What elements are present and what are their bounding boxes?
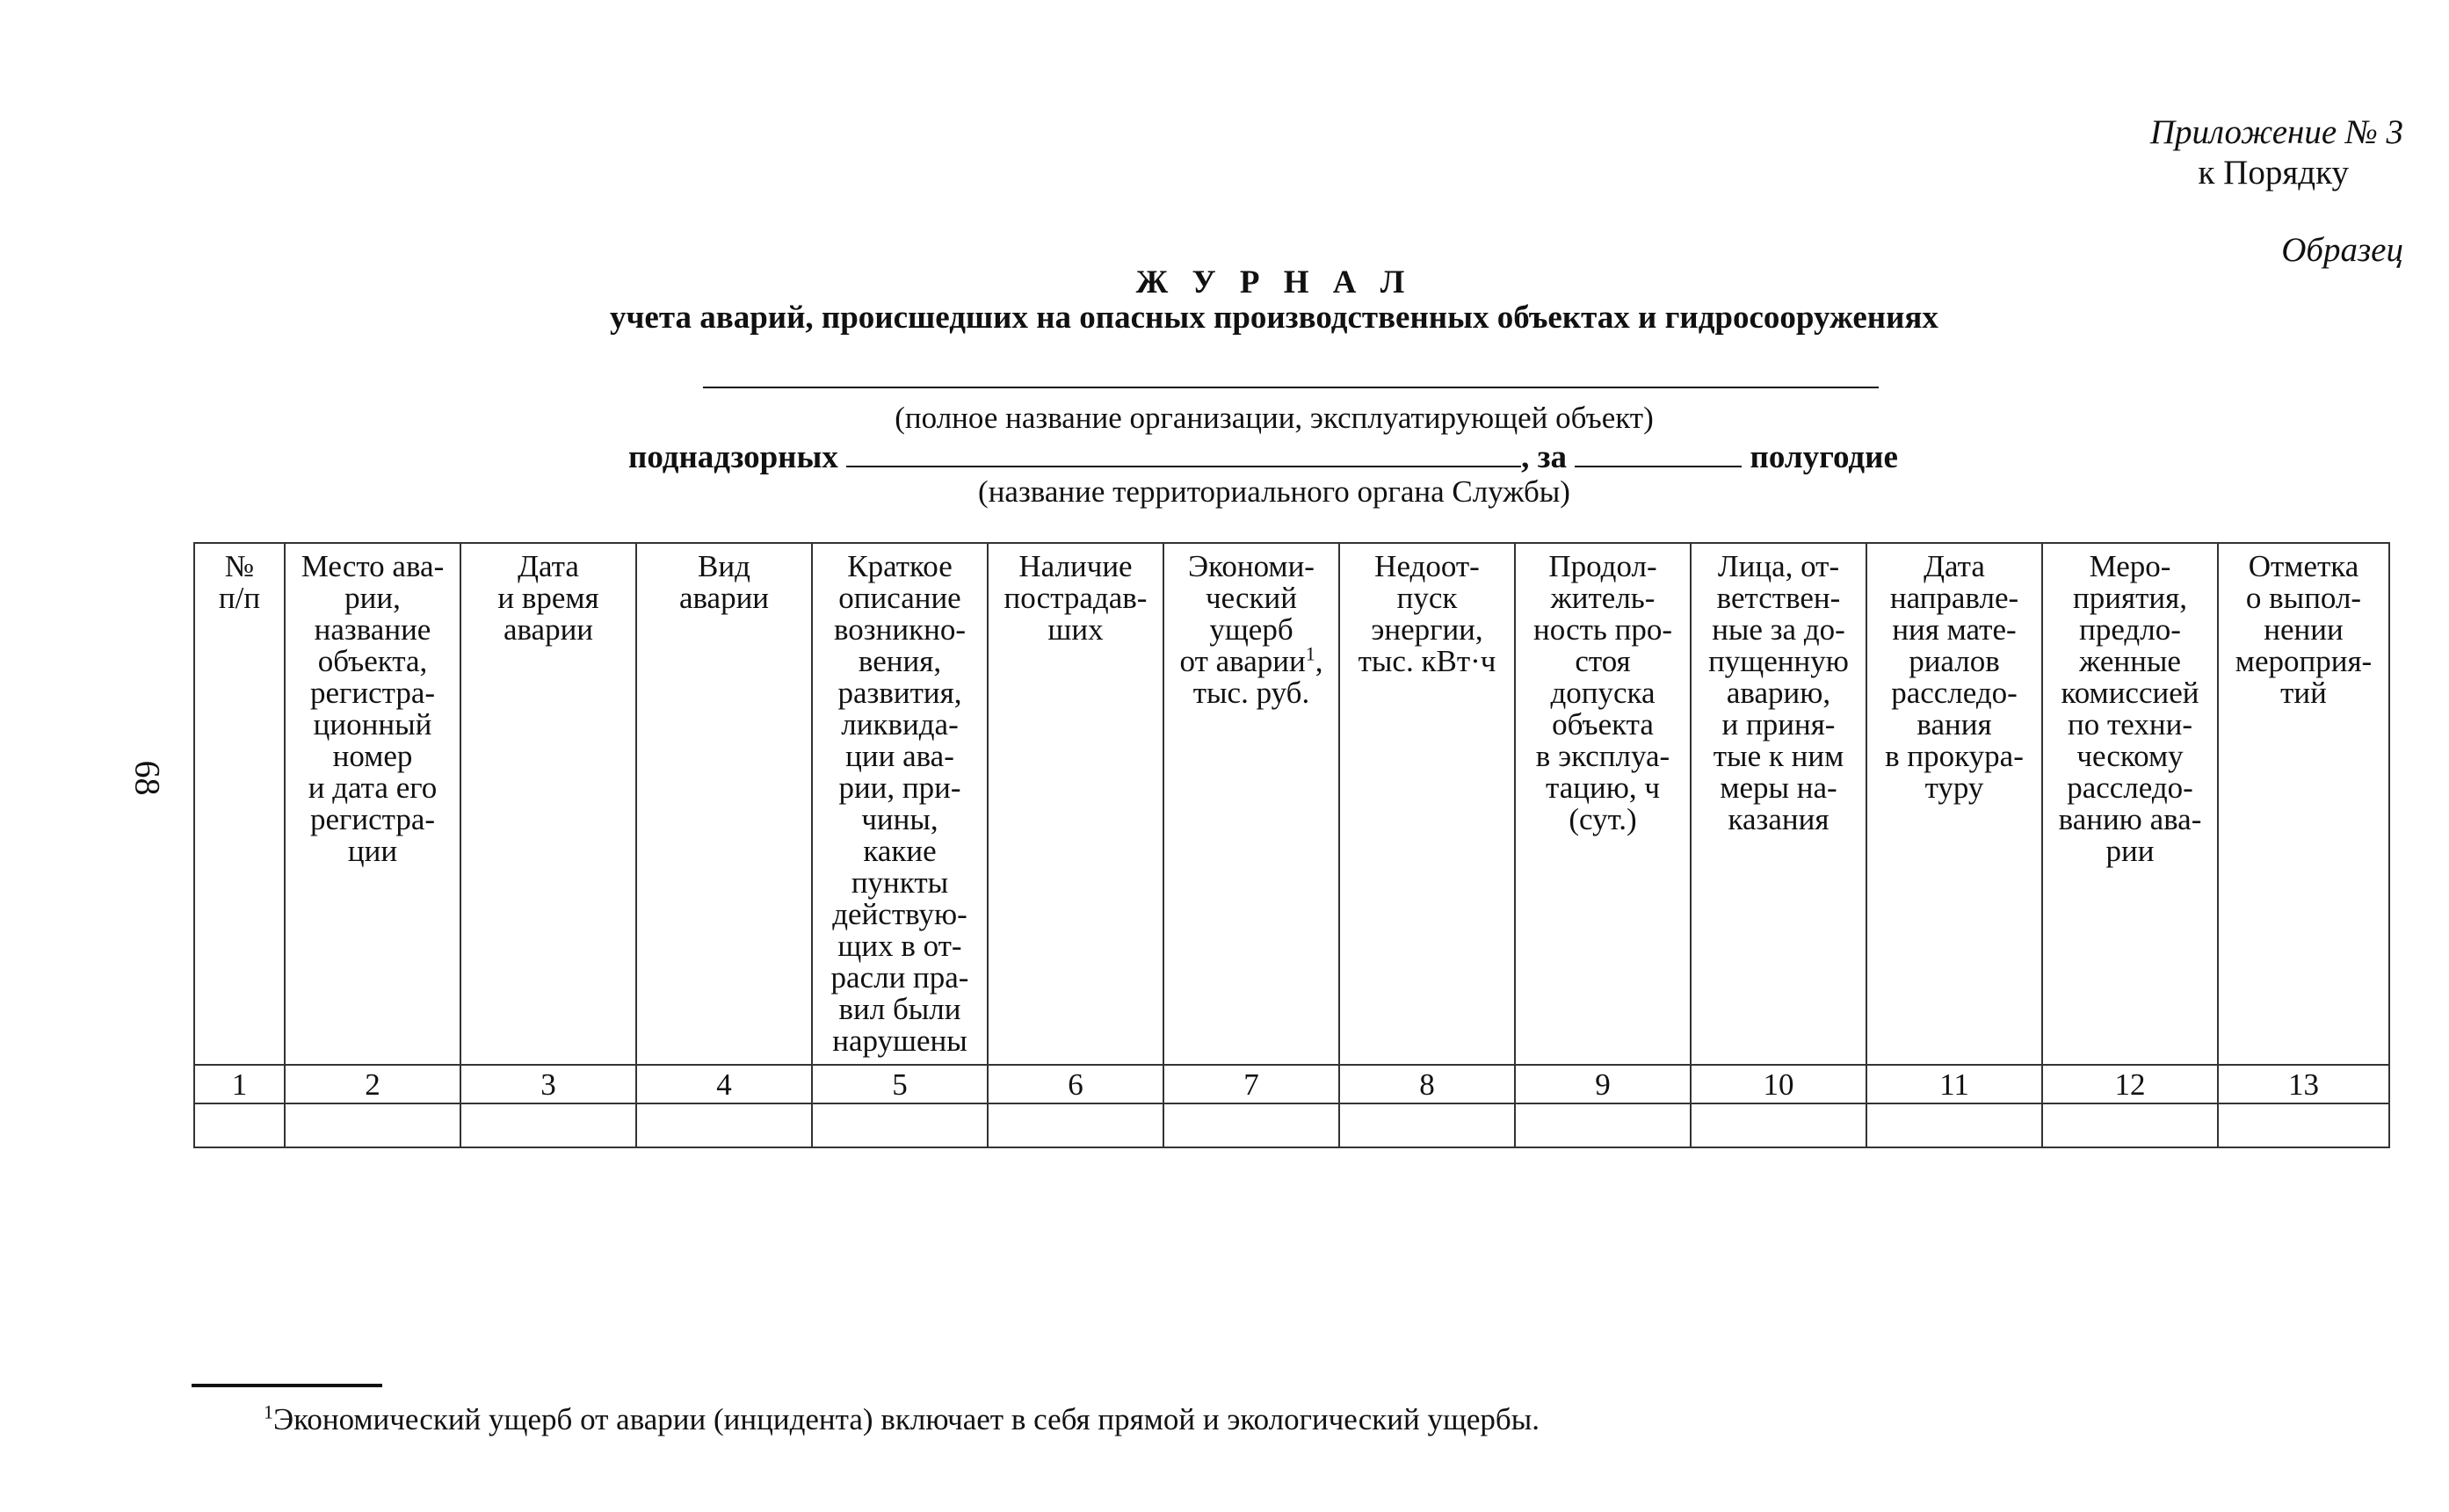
footnote-separator <box>192 1384 382 1387</box>
page-number: 68 <box>127 760 168 796</box>
appendix-subtitle: к Порядку <box>2198 154 2349 192</box>
column-number: 1 <box>194 1065 285 1103</box>
column-number: 8 <box>1339 1065 1515 1103</box>
half-year-label: полугодие <box>1742 439 1898 475</box>
journal-title: Ж У Р Н А Л <box>1135 264 1413 300</box>
footnote-marker: 1 <box>264 1400 273 1423</box>
empty-cell <box>1339 1103 1515 1147</box>
empty-cell <box>194 1103 285 1147</box>
column-number: 6 <box>988 1065 1163 1103</box>
column-number-row <box>194 1065 2389 1103</box>
header-cell-number: № п/п <box>194 543 285 1065</box>
header-cell-prosecutor-date: Дата направле- ния мате- риалов расследо- вания в прокура- туру <box>1866 543 2042 1065</box>
column-number: 11 <box>1866 1065 2042 1103</box>
footnote-text: Экономический ущерб от аварии (инцидента) включает в себя прямой и экологический ущербы. <box>273 1402 1540 1436</box>
empty-cell <box>636 1103 812 1147</box>
footnote-marker: 1 <box>1305 642 1315 665</box>
empty-cell <box>460 1103 636 1147</box>
header-cell-datetime: Дата и время аварии <box>460 543 636 1065</box>
journal-subtitle: учета аварий, происшедших на опасных производственных объектах и гидросооружениях <box>610 300 1938 336</box>
column-number: 13 <box>2218 1065 2389 1103</box>
table-header-row <box>194 543 2389 1065</box>
header-cell-description: Краткое описание возникно- вения, развития, ликвида- ции ава- рии, при- чины, какие пункты действую- щих в от- расли пра- вил были нарушены <box>812 543 988 1065</box>
half-year-blank <box>1575 438 1742 467</box>
accident-log-table <box>193 542 2390 1148</box>
column-number: 2 <box>285 1065 460 1103</box>
empty-cell <box>1515 1103 1691 1147</box>
empty-cell <box>2042 1103 2218 1147</box>
header-cell-energy-undersupply: Недоот- пуск энергии, тыс. кВт·ч <box>1339 543 1515 1065</box>
empty-cell <box>812 1103 988 1147</box>
footnote <box>264 1402 1540 1437</box>
appendix-number: Приложение № 3 <box>2149 113 2403 151</box>
header-cell-economic-damage: Экономи- ческий ущерб от аварии$^1$, тыс. руб. <box>1163 543 1339 1065</box>
column-number: 7 <box>1163 1065 1339 1103</box>
header-cell-location: Место ава- рии, название объекта, регистра- ционный номер и дата его регистра- ции <box>285 543 460 1065</box>
empty-cell <box>285 1103 460 1147</box>
header-cell-completion-mark: Отметка о выпол- нении мероприя- тий <box>2218 543 2389 1065</box>
empty-cell <box>1163 1103 1339 1147</box>
territorial-body-caption: (название территориального органа Службы) <box>978 474 1570 509</box>
column-number: 10 <box>1691 1065 1866 1103</box>
column-number: 4 <box>636 1065 812 1103</box>
period-label: , за <box>1521 439 1576 475</box>
empty-cell <box>1866 1103 2042 1147</box>
empty-entry-row <box>194 1103 2389 1147</box>
header-cell-accident-type: Вид аварии <box>636 543 812 1065</box>
territorial-body-blank <box>846 438 1521 467</box>
sample-label: Образец <box>2281 231 2403 269</box>
supervised-line <box>628 438 1898 476</box>
header-cell-downtime: Продол- житель- ность про- стоя допуска объекта в эксплуа- тацию, ч (сут.) <box>1515 543 1691 1065</box>
organization-caption: (полное название организации, эксплуатирующей объект) <box>895 401 1654 435</box>
supervised-label: поднадзорных <box>628 439 847 475</box>
header-cell-responsible-persons: Лица, от- ветствен- ные за до- пущенную аварию, и приня- тые к ним меры на- казания <box>1691 543 1866 1065</box>
empty-cell <box>988 1103 1163 1147</box>
appendix-reference <box>2150 112 2403 193</box>
column-number: 9 <box>1515 1065 1691 1103</box>
organization-blank-line <box>703 387 1879 388</box>
empty-cell <box>1691 1103 1866 1147</box>
header-cell-commission-measures: Меро- приятия, предло- женные комиссией по техни- ческому расследо- ванию ава- рии <box>2042 543 2218 1065</box>
column-number: 12 <box>2042 1065 2218 1103</box>
empty-cell <box>2218 1103 2389 1147</box>
header-cell-victims: Наличие пострадав- ших <box>988 543 1163 1065</box>
column-number: 5 <box>812 1065 988 1103</box>
column-number: 3 <box>460 1065 636 1103</box>
